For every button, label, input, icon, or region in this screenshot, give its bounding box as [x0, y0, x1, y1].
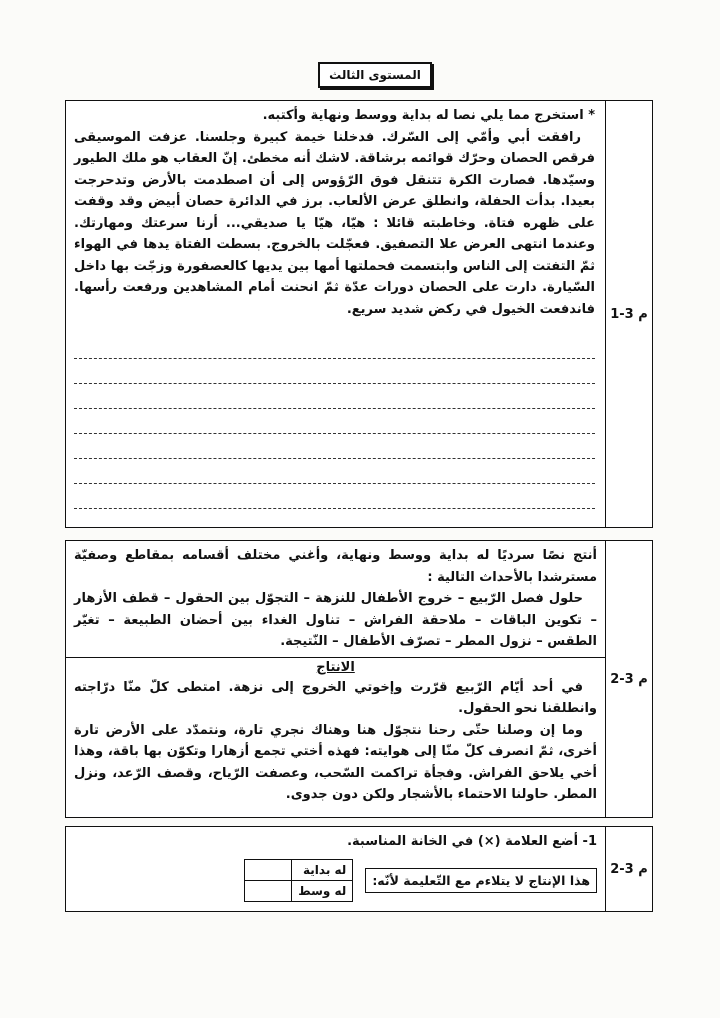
choice-row [245, 880, 353, 901]
question-row [74, 859, 597, 902]
section-produce-text [65, 540, 653, 818]
answer-line[interactable] [74, 384, 595, 409]
criterion-label: م 3-2 [610, 671, 648, 687]
section-extract-text [65, 100, 653, 528]
answer-lines[interactable] [74, 334, 595, 509]
choice-label: له بداية [292, 859, 353, 880]
choice-label: له وسط [292, 880, 353, 901]
instruction-text: * استخرج مما يلي نصا له بداية ووسط ونهاية وأكتبه. [262, 108, 595, 123]
statement-box: هذا الإنتاج لا يتلاءم مع التّعليمة لأنّه: [365, 868, 597, 893]
divider [66, 657, 605, 658]
choice-table [244, 859, 353, 902]
checkbox-cell[interactable] [245, 859, 292, 880]
section-evaluation [65, 826, 653, 912]
criterion-label: م 3-1 [610, 306, 648, 322]
answer-line[interactable] [74, 434, 595, 459]
answer-line[interactable] [74, 459, 595, 484]
production-heading: الانتاج [316, 659, 355, 675]
events-list: حلول فصل الرّبيع – خروج الأطفال للنزهة – التجوّل بين الحقول – قطف الأزهار – تكوين الباقات – ملاحقة الفراش – تناول الغداء بين أحضان الطبيعة – تغيّر الطقس – نزول المطر – تصرّف الأطفال – النّتيجة. [74, 591, 597, 649]
checkbox-cell[interactable] [245, 880, 292, 901]
answer-line[interactable] [74, 359, 595, 384]
production-paragraph: في أحد أيّام الرّبيع قرّرت وإخوتي الخروج إلى نزهة. امتطى كلّ منّا درّاجته وانطلقنا نحو الحقول. [74, 679, 597, 716]
production-paragraph: وما إن وصلنا حتّى رحنا نتجوّل هنا وهناك نجري تارة، ونتمدّد على الأرض تارة أخرى، ثمّ انصرف كلّ منّا إلى هوايته: فهذه أختي تجمع أزهارا وتكوّن بها باقة، وهذا أخي يلاحق الفراش. وفجأة تراكمت السّحب، وعصفت الرّياح، وقصف الرّعد، ونزل المطر. حاولنا الاحتماء بالأشجار ولكن دون جدوى. [74, 722, 597, 802]
section-content [66, 541, 606, 817]
choice-row [245, 859, 353, 880]
answer-line[interactable] [74, 484, 595, 509]
passage-text: رافقت أبي وأمّي إلى السّرك. فدخلنا خيمة كبيرة وجلسنا. عزفت الموسيقى فرقص الحصان وحرّك قوائمه برشاقة. لاشك أنه مخطئ. إنّ العقاب هو ملك الطيور وسيّدها. فصارت الكرة تتنقل فوق الرّؤوس إلى أن اصطدمت بالأرض وتدحرجت بعيدا. بدأت الحفلة، وانطلق عرض الألعاب. برز في الدائرة حصان أبيض وقد وقفت على ظهره فتاة. وخاطبته قائلا : هيّا، هيّا يا صديقي... أرنا سرعتك ومهارتك. وعندما انتهى العرض علا التصفيق. فعجّلت بالخروج. بسطت الفتاة يدها في الهواء ثمّ التفتت إلى الناس وابتسمت فحملتها أمها بين يديها كالعصفورة وزجّت بها داخل السّيارة. دارت على الحصان دورات عدّة ثمّ انحنت أمام المشاهدين ورفعت رأسها. فاندفعت الخيول في ركض شديد سريع. [74, 129, 595, 317]
answer-line[interactable] [74, 409, 595, 434]
instruction-text: 1- أضع العلامة (×) في الخانة المناسبة. [347, 834, 597, 849]
criterion-label: م 3-2 [610, 861, 648, 877]
level-title: المستوى الثالث [318, 62, 432, 88]
instruction-text: أنتج نصًا سرديًا له بداية ووسط ونهاية، وأغني مختلف أقسامه بمقاطع وصفيّة مسترشدا بالأحداث التالية : [74, 548, 597, 585]
section-content [66, 827, 606, 911]
section-content [66, 101, 606, 527]
answer-line[interactable] [74, 334, 595, 359]
